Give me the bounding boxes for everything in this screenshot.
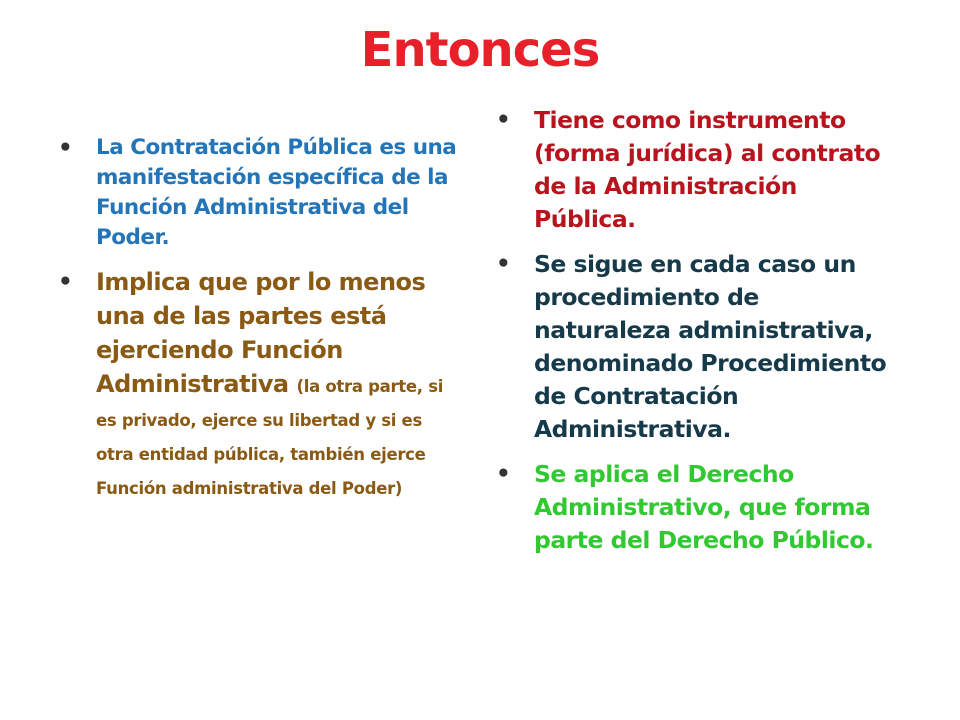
bullet-dot-icon: •	[496, 251, 511, 277]
slide-title: Entonces	[360, 22, 600, 78]
right-column	[496, 104, 896, 569]
bullet-item	[496, 458, 896, 557]
bullet-note: (la otra parte, si es privado, ejerce su libertad y si es otra entidad pública, también ejerce Función administrativa del Poder)	[96, 377, 444, 498]
bullet-text: La Contratación Pública es una manifestación específica de la Función Administrativa del Poder.	[96, 135, 457, 250]
bullet-text: Se aplica el Derecho Administrativo, que forma parte del Derecho Público.	[534, 460, 874, 554]
bullet-dot-icon: •	[58, 269, 73, 295]
bullet-item	[58, 133, 458, 253]
bullet-item	[496, 104, 896, 236]
bullet-item	[58, 265, 458, 503]
bullet-item	[496, 248, 896, 446]
left-column	[58, 133, 458, 503]
bullet-text: Tiene como instrumento (forma jurídica) al contrato de la Administración Pública.	[534, 106, 881, 233]
bullet-dot-icon: •	[496, 461, 511, 487]
bullet-dot-icon: •	[496, 107, 511, 133]
bullet-text: Implica que por lo menos una de las partes está ejerciendo Función Administrativa	[96, 268, 426, 398]
bullet-dot-icon: •	[58, 135, 73, 161]
bullet-text: Se sigue en cada caso un procedimiento de naturaleza administrativa, denominado Procedimiento de Contratación Administrativa.	[534, 250, 887, 443]
